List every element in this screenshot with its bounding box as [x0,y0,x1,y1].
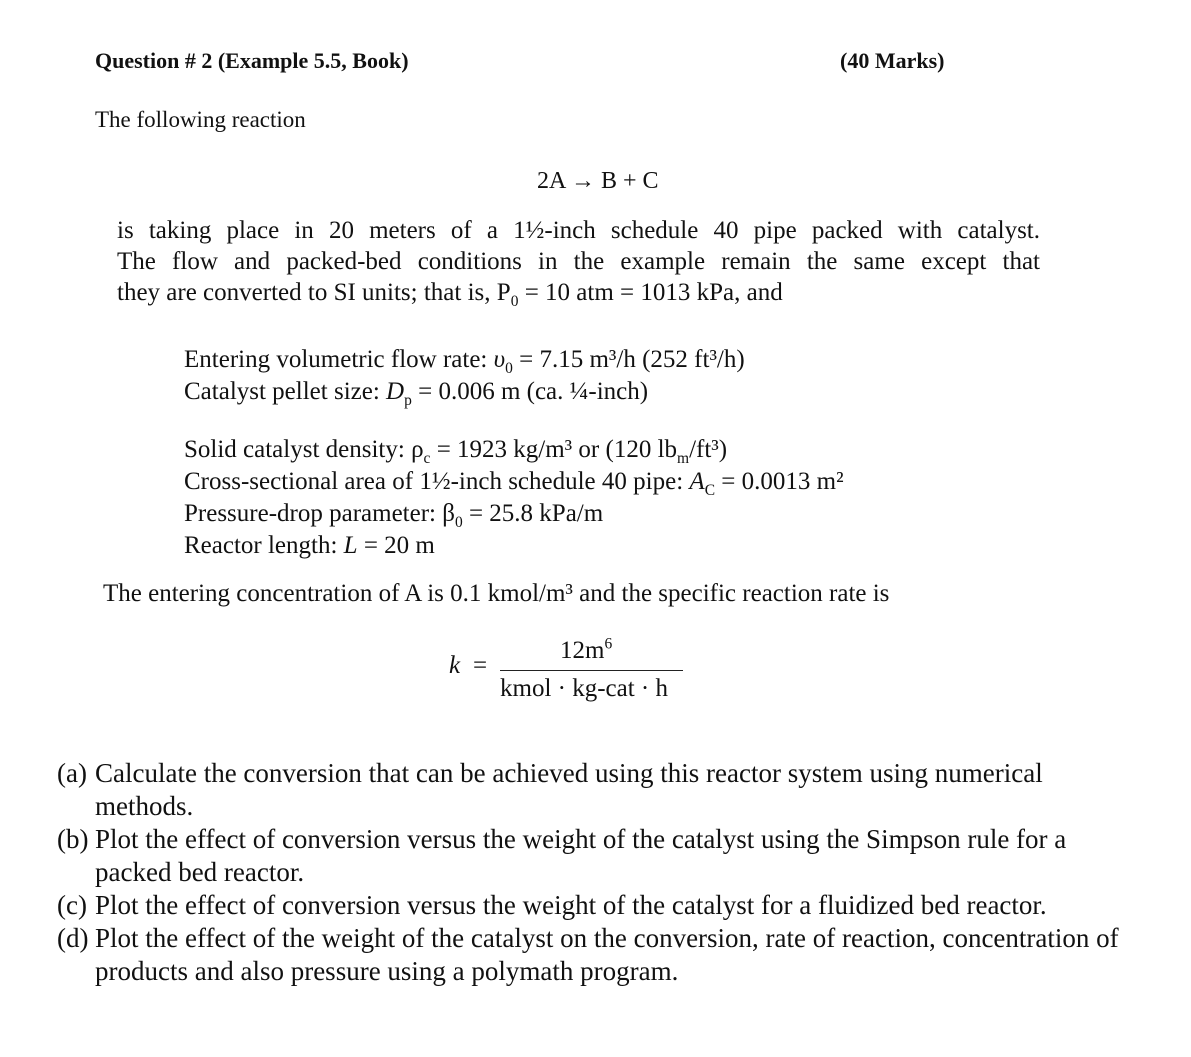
question-item-a [57,757,1142,823]
question-text: Plot the effect of conversion versus the weight of the catalyst using the Simpson rule for a packed bed reactor. [95,824,1067,887]
rate-constant-numerator: $12m^6$ [560,635,613,664]
rate-constant-symbol: k [449,652,461,679]
paragraph-line-2: The flow and packed-bed conditions in the example remain the same except that [117,248,1040,275]
reaction-equation: 2A → B + C [537,168,659,194]
specs-group-catalyst [184,434,844,562]
question-label: (c) [57,890,87,920]
problem-paragraph [117,215,1040,308]
spec-density: Solid catalyst density: $\rho_c = 1923$ kg/m³ or (120 $lb_m/ft^3$) [184,436,728,467]
question-item-d [57,922,1142,988]
question-text: Plot the effect of the weight of the catalyst on the conversion, rate of reaction, concentration of products and also pressure using a polymath program. [95,923,1119,986]
question-label: (a) [57,758,87,788]
question-list [57,757,1142,988]
question-item-c [57,889,1142,922]
marks-label: (40 Marks) [840,48,945,73]
question-label: (b) [57,824,89,854]
spec-pellet-size: Catalyst pellet size: $D_p = 0.006$ m (ca. ¼-inch) [184,378,649,409]
question-label: (d) [57,923,89,953]
spec-pressure-drop: Pressure-drop parameter: $\beta_0 = 25.8$ kPa/m [184,500,604,531]
intro-text: The following reaction [95,107,306,132]
paragraph-line-1: is taking place in 20 meters of a 1½-inch schedule 40 pipe packed with catalyst. [117,217,1040,244]
rate-constant-denominator: kmol · kg-cat · h [500,675,669,702]
rate-constant-equals: = [473,652,488,679]
spec-reactor-length: Reactor length: L = 20 m [184,532,435,559]
question-text: Calculate the conversion that can be achieved using this reactor system using numerical methods. [95,758,1043,821]
fraction-bar [500,670,683,671]
spec-flow-rate: Entering volumetric flow rate: $\upsilon_0 = 7.15$ m³/h (252 ft³/h) [184,346,745,377]
question-item-b [57,823,1142,889]
spec-cross-section: Cross-sectional area of 1½-inch schedule 40 pipe: $A_C = 0.0013$ m² [184,468,844,499]
specs-group-flow [184,344,745,408]
question-text: Plot the effect of conversion versus the weight of the catalyst for a fluidized bed reactor. [95,890,1047,920]
question-title: Question # 2 (Example 5.5, Book) [95,48,409,73]
concentration-text: The entering concentration of A is 0.1 kmol/m³ and the specific reaction rate is [103,580,890,607]
paragraph-line-3: they are converted to SI units; that is, $P_0 = 10$ atm = 1013 kPa, and [117,279,783,310]
